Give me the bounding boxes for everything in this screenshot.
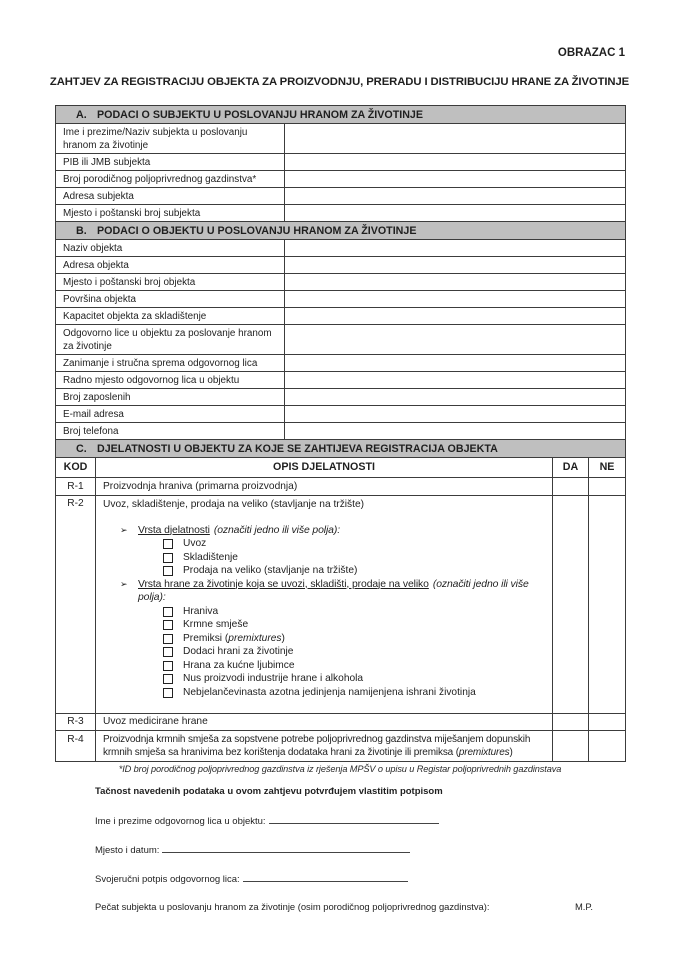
checkbox-row [103,605,545,619]
field-label-pib: PIB ili JMB subjekta [56,154,285,171]
table-row [56,406,626,423]
input-subject-city[interactable] [285,205,626,222]
ne-cell-r4[interactable] [589,731,626,762]
field-label-object-city: Mjesto i poštanski broj objekta [56,274,285,291]
checkbox-label: Uvoz [183,538,207,549]
bullet-note: (označiti jedno ili više polja): [213,524,341,536]
input-farm-number[interactable] [285,171,626,188]
field-label-subject-address: Adresa subjekta [56,188,285,205]
checkbox-hrana-kucni-ljubimci[interactable] [163,661,173,671]
table-row [56,171,626,188]
seal-line [95,901,625,913]
field-label-object-area: Površina objekta [56,291,285,308]
activity-description-r2 [96,495,553,713]
input-pib[interactable] [285,154,626,171]
checkbox-row [103,551,545,565]
footnote: *ID broj porodičnog poljoprivrednog gazdinstva iz rješenja MPŠV o upisu u Registar poljoprivrednih gazdinstava [118,764,562,774]
input-storage-capacity[interactable] [285,308,626,325]
activity-description-r4: Proizvodnja krmnih smješa za sopstvene potrebe poljoprivrednog gazdinstva miješanjem dopunskih krmnih smješa sa hranivima bez korištenja dodataka hrani za životinje ili premiksa (premixtures) [96,731,553,762]
table-row [56,389,626,406]
table-row [56,423,626,440]
table-row [56,274,626,291]
checkbox-label: Prodaja na veliko (stavljanje na tržište) [183,565,358,576]
field-label-object-address: Adresa objekta [56,257,285,274]
activity-description-r3: Uvoz medicirane hrane [96,713,553,731]
bullet-activity-type [103,524,545,538]
checkbox-row [103,659,545,673]
table-row [56,355,626,372]
checkbox-label: Nus proizvodi industrije hrane i alkohola [183,673,364,684]
field-label-storage-capacity: Kapacitet objekta za skladištenje [56,308,285,325]
r2-intro-text: Uvoz, skladištenje, prodaja na veliko (stavljanje na tržište) [103,499,365,510]
signature-label: Svojeručni potpis odgovornog lica: [95,874,240,885]
da-cell-r2[interactable] [553,495,589,713]
arrow-bullet-icon: ➢ [120,524,128,535]
section-heading: PODACI O OBJEKTU U POSLOVANJU HRANOM ZA ŽIVOTINJE [97,224,417,237]
declaration-block [95,786,625,928]
field-label-responsible-person: Odgovorno lice u objektu za poslovanje hranom za životinje [56,325,285,355]
form-area [55,105,625,774]
checkbox-row [103,632,545,646]
column-header-row [56,458,626,478]
da-cell-r1[interactable] [553,478,589,496]
input-object-city[interactable] [285,274,626,291]
bullet-note: (označiti jedno ili više polja): [138,578,529,603]
signature-line-signature[interactable] [243,872,408,882]
section-letter: B. [76,224,87,237]
name-label: Ime i prezime odgovornog lica u objektu: [95,816,266,827]
activity-row-r2 [56,495,626,713]
column-header-ne: NE [589,458,626,478]
table-row [56,257,626,274]
input-subject-name[interactable] [285,124,626,154]
checkbox-krmne-smjese[interactable] [163,620,173,630]
table-row [56,205,626,222]
activity-row-r1 [56,478,626,496]
table-row [56,325,626,355]
input-object-name[interactable] [285,240,626,257]
input-employees[interactable] [285,389,626,406]
bullet-title: Vrsta hrane za životinje koja se uvozi, skladišti, prodaje na veliko [138,578,429,590]
section-b-header [56,222,626,240]
place-date-label: Mjesto i datum: [95,845,160,856]
checkbox-label: Hraniva [183,605,219,617]
column-header-da: DA [553,458,589,478]
checkbox-row [103,686,545,700]
bullet-title: Vrsta djelatnosti [138,524,210,536]
section-c-header [56,440,626,458]
checkbox-row [103,618,545,632]
checkbox-hraniva[interactable] [163,607,173,617]
seal-mark: M.P. [574,901,593,912]
checkbox-nus-proizvodi[interactable] [163,674,173,684]
input-work-position[interactable] [285,372,626,389]
ne-cell-r2[interactable] [589,495,626,713]
checkbox-row [103,537,545,551]
activity-description-r1: Proizvodnja hraniva (primarna proizvodnja) [96,478,553,496]
section-c-header-row [56,440,626,458]
section-b-table [55,221,626,440]
input-object-address[interactable] [285,257,626,274]
checkbox-prodaja-na-veliko[interactable] [163,566,173,576]
section-a-table [55,105,626,222]
signature-line-place-date[interactable] [162,843,410,853]
checkbox-dodaci-hrani[interactable] [163,647,173,657]
arrow-bullet-icon: ➢ [120,578,128,589]
section-letter: C. [76,442,87,455]
field-label-subject-name: Ime i prezime/Naziv subjekta u poslovanju hranom za životinje [56,124,285,154]
field-label-email: E-mail adresa [56,406,285,423]
page-title: ZAHTJEV ZA REGISTRACIJU OBJEKTA ZA PROIZVODNJU, PRERADU I DISTRIBUCIJU HRANE ZA ŽIVOTINJE [49,76,630,88]
section-a-header-row [56,106,626,124]
field-label-work-position: Radno mjesto odgovornog lica u objektu [56,372,285,389]
name-line [95,814,625,828]
spacer [103,699,545,711]
ne-cell-r1[interactable] [589,478,626,496]
checkbox-skladistenje[interactable] [163,553,173,563]
bullet-feed-type [103,578,545,605]
field-label-object-name: Naziv objekta [56,240,285,257]
checkbox-row [103,645,545,659]
input-email[interactable] [285,406,626,423]
table-row [56,372,626,389]
input-phone[interactable] [285,423,626,440]
checkbox-label: Skladištenje [183,551,238,563]
declaration-statement: Tačnost navedenih podataka u ovom zahtjevu potvrđujem vlastitim potpisom [95,786,443,797]
input-object-area[interactable] [285,291,626,308]
field-label-farm-number: Broj porodičnog poljoprivrednog gazdinstva* [56,171,285,188]
column-header-opis: OPIS DJELATNOSTI [96,458,553,478]
checkbox-row [103,564,545,578]
ne-cell-r3[interactable] [589,713,626,731]
table-row [56,308,626,325]
field-label-subject-city: Mjesto i poštanski broj subjekta [56,205,285,222]
section-letter: A. [76,108,87,121]
section-heading: PODACI O SUBJEKTU U POSLOVANJU HRANOM ZA ŽIVOTINJE [97,108,423,121]
field-label-occupation: Zanimanje i stručna sprema odgovornog lica [56,355,285,372]
activity-row-r4 [56,731,626,762]
input-occupation[interactable] [285,355,626,372]
table-row [56,188,626,205]
code-r1: R-1 [56,478,96,496]
da-cell-r3[interactable] [553,713,589,731]
activity-row-r3 [56,713,626,731]
table-row [56,291,626,308]
place-date-line [95,843,625,857]
table-row [56,154,626,171]
checkbox-premiksi[interactable] [163,634,173,644]
table-row [56,124,626,154]
seal-label: Pečat subjekta u poslovanju hranom za životinje (osim porodičnog poljoprivrednog gazdinstva): [95,901,490,912]
field-label-phone: Broj telefona [56,423,285,440]
field-label-employees: Broj zaposlenih [56,389,285,406]
section-a-header [56,106,626,124]
checkbox-label: Krmne smješe [183,619,249,630]
input-subject-address[interactable] [285,188,626,205]
checkbox-label: Nebjelančevinasta azotna jedinjenja namijenjena ishrani životinja [183,686,476,698]
code-r2: R-2 [56,495,96,713]
table-row [56,240,626,257]
form-code: OBRAZAC 1 [557,47,625,59]
signature-line [95,872,625,886]
checkbox-uvoz[interactable] [163,539,173,549]
checkbox-label: Premiksi (premixtures) [183,632,285,644]
section-c-table [55,439,626,762]
section-b-header-row [56,222,626,240]
code-r4: R-4 [56,731,96,762]
da-cell-r4[interactable] [553,731,589,762]
input-responsible-person[interactable] [285,325,626,355]
checkbox-label: Hrana za kućne ljubimce [183,659,295,671]
signature-line-name[interactable] [269,814,439,824]
column-header-kod: KOD [56,458,96,478]
checkbox-row [103,672,545,686]
code-r3: R-3 [56,713,96,731]
checkbox-nebjelancevinasta[interactable] [163,688,173,698]
section-heading: DJELATNOSTI U OBJEKTU ZA KOJE SE ZAHTIJEVA REGISTRACIJA OBJEKTA [97,442,498,455]
checkbox-label: Dodaci hrani za životinje [183,646,294,657]
